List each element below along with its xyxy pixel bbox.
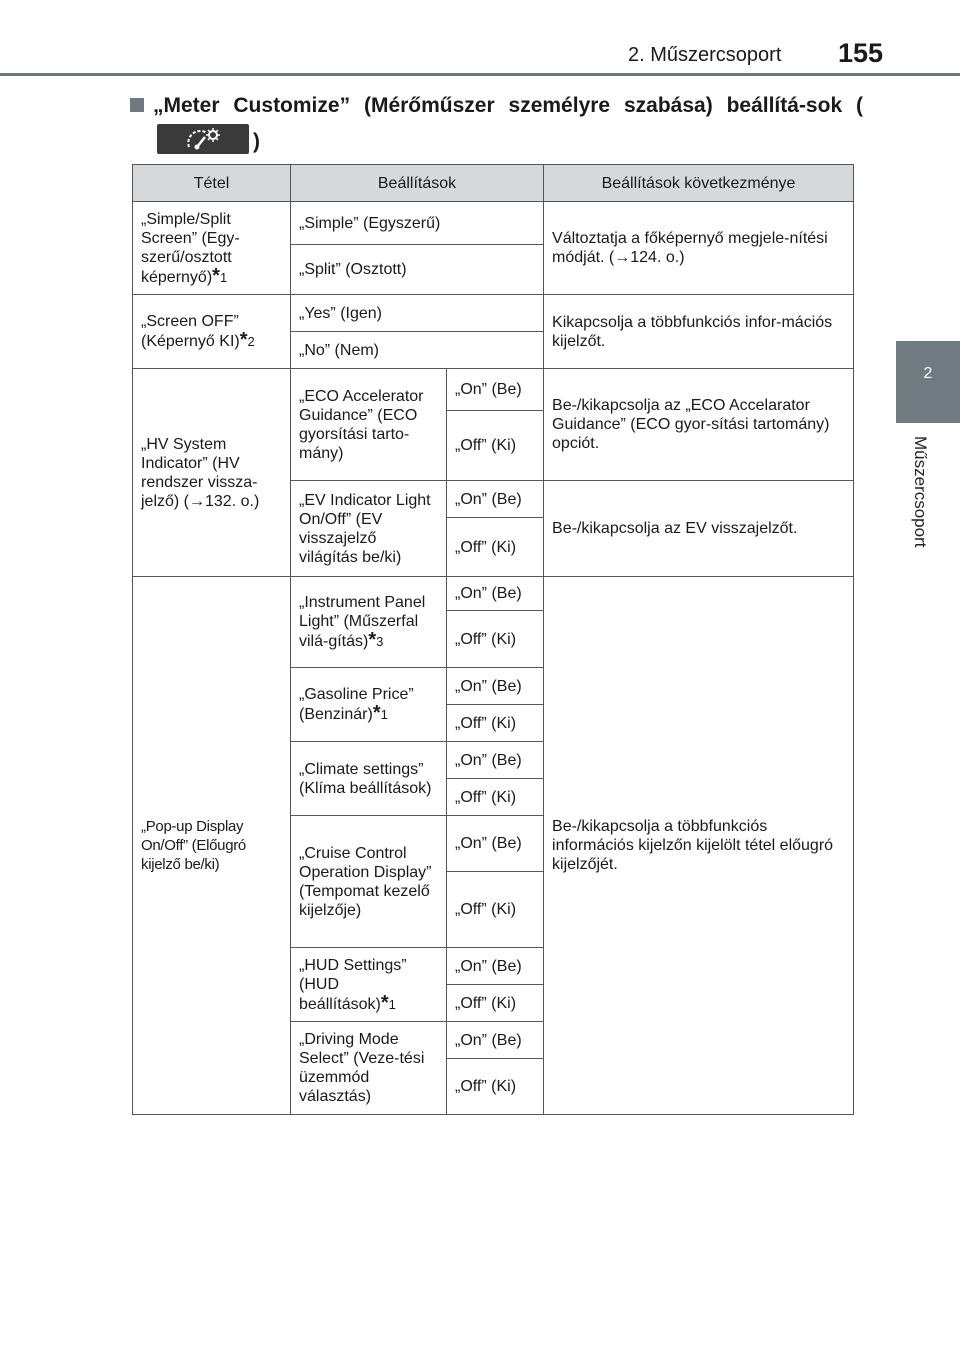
subitem-cell: „EV Indicator Light On/Off” (EV visszajelző világítás be/ki) [291,481,447,577]
table-row [133,577,854,611]
option-cell: „Off” (Ki) [447,1059,544,1115]
option-cell: „Off” (Ki) [447,518,544,577]
subitem-cell: „Climate settings” (Klíma beállítások) [291,742,447,816]
item-cell: „Screen OFF” (Képernyő KI)*2 [133,295,291,369]
table-header-row [133,165,854,202]
option-cell: „Off” (Ki) [447,611,544,668]
table-row [133,295,854,332]
column-header-item: Tétel [133,165,291,202]
option-cell: „On” (Be) [447,742,544,779]
option-cell: „Yes” (Igen) [291,295,544,332]
subitem-cell: „ECO Accelerator Guidance” (ECO gyorsítási tarto-mány) [291,369,447,481]
option-cell: „Off” (Ki) [447,779,544,816]
effect-cell: Be-/kikapcsolja az „ECO Accelarator Guidance” (ECO gyor-sítási tartomány) opciót. [544,369,854,481]
subitem-cell: „HUD Settings” (HUD beállítások)*1 [291,948,447,1022]
option-cell: „On” (Be) [447,948,544,985]
subitem-cell: „Gasoline Price” (Benzinár)*1 [291,668,447,742]
item-cell: „Pop-up Display On/Off” (Előugró kijelző be/ki) [133,577,291,1115]
option-cell: „Split” (Osztott) [291,245,544,295]
chapter-tab-number: 2 [923,365,933,382]
option-cell: „Off” (Ki) [447,872,544,948]
column-header-effect: Beállítások következménye [544,165,854,202]
column-header-settings: Beállítások [291,165,544,202]
item-cell: „Simple/Split Screen” (Egy-szerű/osztott képernyő)*1 [133,202,291,295]
section-heading-text: „Meter Customize” (Mérőműszer személyre szabása) beállítá-sok ( [153,94,863,117]
option-cell: „Off” (Ki) [447,705,544,742]
table-row [133,369,854,411]
option-cell: „On” (Be) [447,668,544,705]
option-cell: „Off” (Ki) [447,985,544,1022]
table-row [133,202,854,245]
option-cell: „On” (Be) [447,369,544,411]
page-number: 155 [838,38,884,68]
chapter-tab-label: Műszercsoport [911,436,930,548]
chapter-tab [896,341,960,423]
settings-table [132,164,854,1115]
subitem-cell: „Cruise Control Operation Display” (Tempomat kezelő kijelzője) [291,816,447,948]
option-cell: „No” (Nem) [291,332,544,369]
option-cell: „Off” (Ki) [447,411,544,481]
section-heading-close: ) [253,130,260,153]
option-cell: „On” (Be) [447,816,544,872]
subitem-cell: „Driving Mode Select” (Veze-tési üzemmód választás) [291,1022,447,1115]
option-cell: „On” (Be) [447,481,544,518]
effect-cell: Be-/kikapcsolja a többfunkciós információs kijelzőn kijelölt tétel előugró kijelzőjét. [544,577,854,1115]
subitem-cell: „Instrument Panel Light” (Műszerfal vilá-gítás)*3 [291,577,447,668]
chapter-title: 2. Műszercsoport [628,44,782,66]
option-cell: „Simple” (Egyszerű) [291,202,544,245]
effect-cell: Változtatja a főképernyő megjele-nítési módját. (→124. o.) [544,202,854,295]
item-cell: „HV System Indicator” (HV rendszer vissza-jelző) (→132. o.) [133,369,291,577]
effect-cell: Kikapcsolja a többfunkciós infor-mációs kijelzőt. [544,295,854,369]
gauge-settings-icon [157,124,249,154]
header-divider [0,73,960,76]
section-heading [153,88,863,160]
effect-cell: Be-/kikapcsolja az EV visszajelzőt. [544,481,854,577]
option-cell: „On” (Be) [447,577,544,611]
option-cell: „On” (Be) [447,1022,544,1059]
section-bullet-icon [130,98,144,112]
